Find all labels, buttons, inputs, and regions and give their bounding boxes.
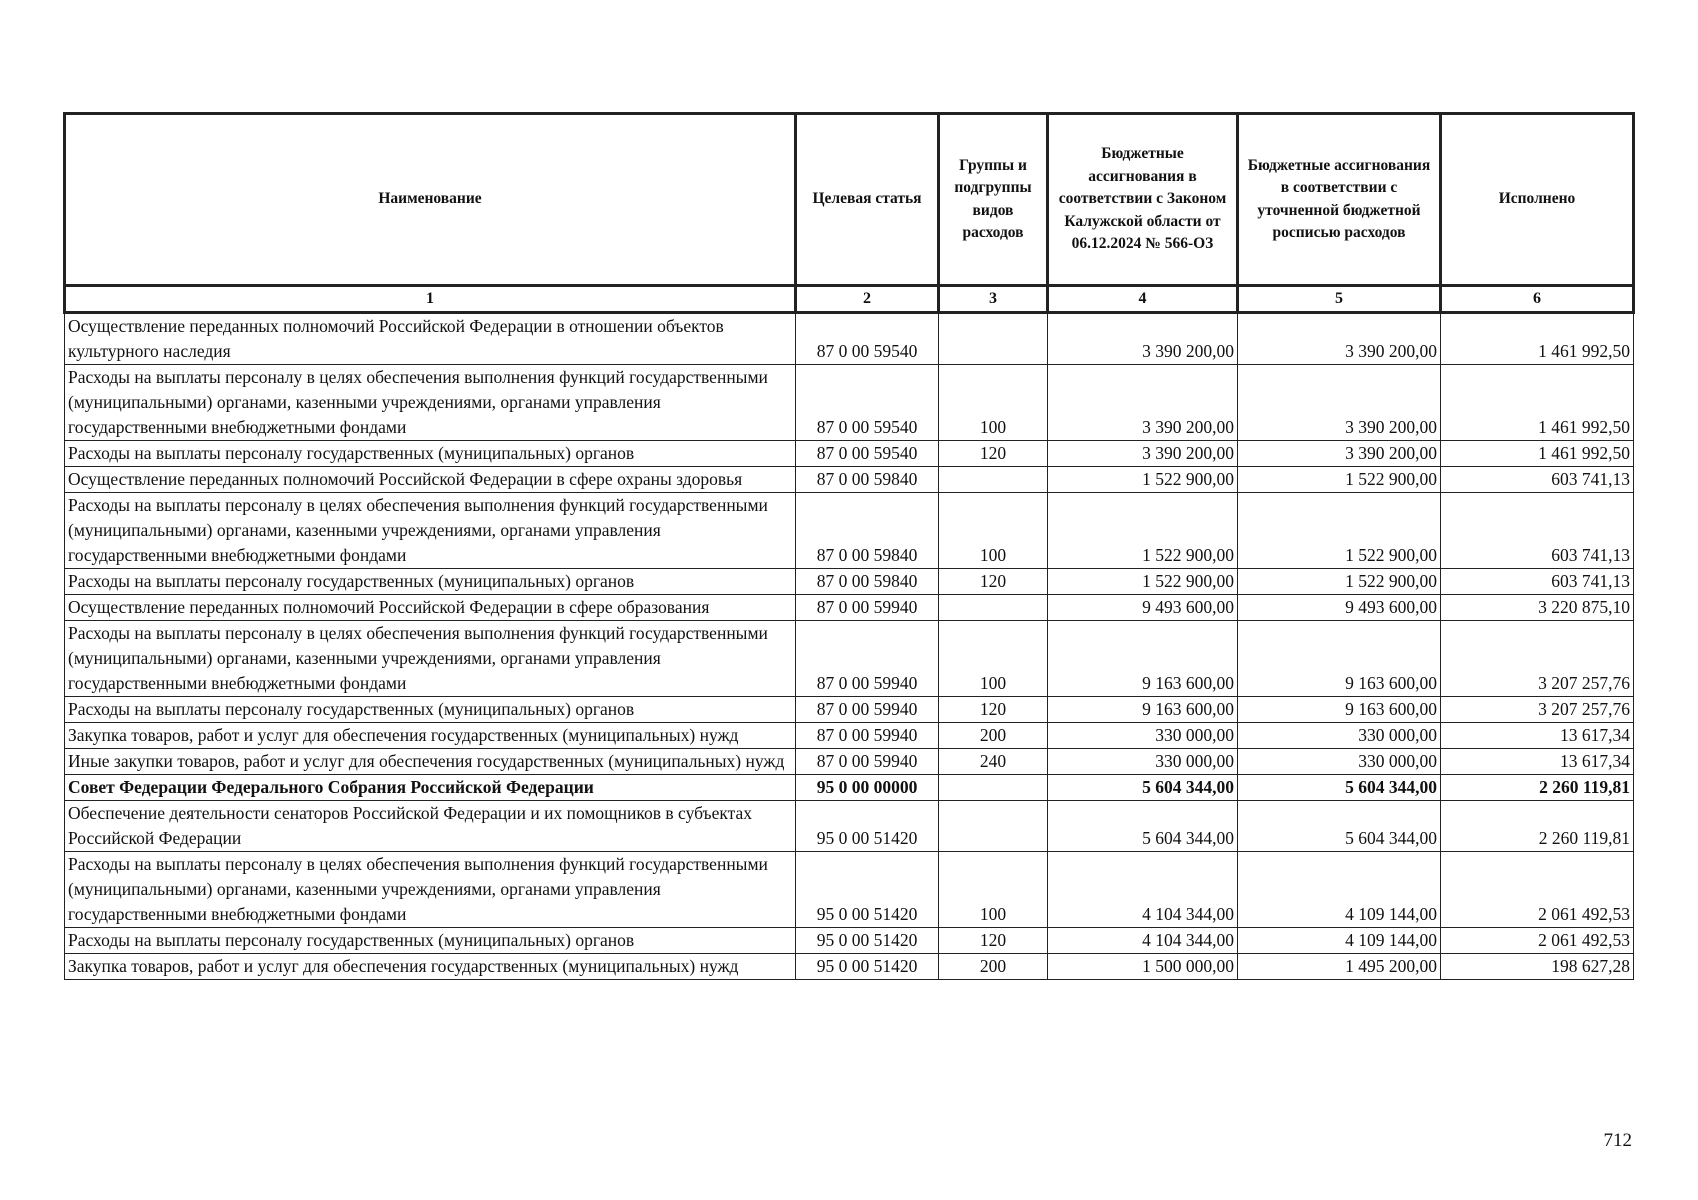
row-expense-group: 100 xyxy=(939,365,1048,441)
row-executed: 603 741,13 xyxy=(1441,493,1634,569)
table-row xyxy=(65,313,1634,365)
table-row xyxy=(65,467,1634,493)
row-law-allocation: 3 390 200,00 xyxy=(1048,441,1238,467)
row-executed: 1 461 992,50 xyxy=(1441,365,1634,441)
row-refined-allocation: 330 000,00 xyxy=(1238,723,1441,749)
table-row xyxy=(65,749,1634,775)
row-refined-allocation: 3 390 200,00 xyxy=(1238,365,1441,441)
table-row xyxy=(65,595,1634,621)
table-header-row xyxy=(65,114,1634,286)
row-expense-group: 120 xyxy=(939,697,1048,723)
row-law-allocation: 5 604 344,00 xyxy=(1048,775,1238,801)
row-refined-allocation: 4 109 144,00 xyxy=(1238,852,1441,928)
column-number: 4 xyxy=(1048,286,1238,313)
row-expense-group: 240 xyxy=(939,749,1048,775)
table-row xyxy=(65,569,1634,595)
row-target-article: 87 0 00 59940 xyxy=(796,697,939,723)
row-executed: 3 207 257,76 xyxy=(1441,697,1634,723)
row-target-article: 87 0 00 59840 xyxy=(796,569,939,595)
row-target-article: 87 0 00 59840 xyxy=(796,493,939,569)
row-target-article: 87 0 00 59940 xyxy=(796,749,939,775)
row-expense-group: 100 xyxy=(939,493,1048,569)
row-expense-group xyxy=(939,595,1048,621)
row-law-allocation: 9 163 600,00 xyxy=(1048,621,1238,697)
row-target-article: 87 0 00 59540 xyxy=(796,365,939,441)
header-name: Наименование xyxy=(65,114,796,286)
row-law-allocation: 4 104 344,00 xyxy=(1048,928,1238,954)
row-target-article: 87 0 00 59940 xyxy=(796,723,939,749)
table-row xyxy=(65,621,1634,697)
row-name: Закупка товаров, работ и услуг для обеспечения государственных (муниципальных) нужд xyxy=(65,954,796,980)
row-refined-allocation: 330 000,00 xyxy=(1238,749,1441,775)
row-law-allocation: 4 104 344,00 xyxy=(1048,852,1238,928)
table-row xyxy=(65,775,1634,801)
row-name: Расходы на выплаты персоналу государственных (муниципальных) органов xyxy=(65,569,796,595)
row-refined-allocation: 1 522 900,00 xyxy=(1238,467,1441,493)
row-law-allocation: 1 522 900,00 xyxy=(1048,467,1238,493)
header-law-allocations: Бюджетные ассигнования в соответствии с Законом Калужской области от 06.12.2024 № 566-ОЗ xyxy=(1048,114,1238,286)
row-name: Совет Федерации Федерального Собрания Российской Федерации xyxy=(65,775,796,801)
column-number: 3 xyxy=(939,286,1048,313)
row-refined-allocation: 1 522 900,00 xyxy=(1238,493,1441,569)
row-refined-allocation: 9 163 600,00 xyxy=(1238,621,1441,697)
row-refined-allocation: 4 109 144,00 xyxy=(1238,928,1441,954)
row-expense-group: 120 xyxy=(939,441,1048,467)
header-target-article: Целевая статья xyxy=(796,114,939,286)
column-number-row xyxy=(65,286,1634,313)
header-expense-groups: Группы и подгруппы видов расходов xyxy=(939,114,1048,286)
table-row xyxy=(65,928,1634,954)
row-name: Расходы на выплаты персоналу в целях обеспечения выполнения функций государственными (муниципальными) органами, казенными учреждениями, органами управления государственными внебюджетными фондами xyxy=(65,852,796,928)
row-expense-group: 200 xyxy=(939,723,1048,749)
row-name: Расходы на выплаты персоналу государственных (муниципальных) органов xyxy=(65,441,796,467)
row-executed: 2 260 119,81 xyxy=(1441,801,1634,852)
table-row xyxy=(65,723,1634,749)
row-target-article: 95 0 00 00000 xyxy=(796,775,939,801)
row-law-allocation: 1 522 900,00 xyxy=(1048,569,1238,595)
row-name: Расходы на выплаты персоналу в целях обеспечения выполнения функций государственными (муниципальными) органами, казенными учреждениями, органами управления государственными внебюджетными фондами xyxy=(65,493,796,569)
table-row xyxy=(65,697,1634,723)
row-refined-allocation: 9 163 600,00 xyxy=(1238,697,1441,723)
column-number: 1 xyxy=(65,286,796,313)
header-executed: Исполнено xyxy=(1441,114,1634,286)
row-expense-group xyxy=(939,801,1048,852)
row-executed: 2 061 492,53 xyxy=(1441,928,1634,954)
table-row xyxy=(65,365,1634,441)
row-name: Осуществление переданных полномочий Российской Федерации в сфере образования xyxy=(65,595,796,621)
row-executed: 603 741,13 xyxy=(1441,467,1634,493)
row-executed: 2 260 119,81 xyxy=(1441,775,1634,801)
row-name: Расходы на выплаты персоналу государственных (муниципальных) органов xyxy=(65,928,796,954)
row-executed: 1 461 992,50 xyxy=(1441,313,1634,365)
row-target-article: 95 0 00 51420 xyxy=(796,801,939,852)
row-name: Осуществление переданных полномочий Российской Федерации в отношении объектов культурного наследия xyxy=(65,313,796,365)
row-refined-allocation: 3 390 200,00 xyxy=(1238,313,1441,365)
row-name: Расходы на выплаты персоналу в целях обеспечения выполнения функций государственными (муниципальными) органами, казенными учреждениями, органами управления государственными внебюджетными фондами xyxy=(65,365,796,441)
table-row xyxy=(65,954,1634,980)
header-refined-allocations: Бюджетные ассигнования в соответствии с уточненной бюджетной росписью расходов xyxy=(1238,114,1441,286)
row-name: Расходы на выплаты персоналу в целях обеспечения выполнения функций государственными (муниципальными) органами, казенными учреждениями, органами управления государственными внебюджетными фондами xyxy=(65,621,796,697)
row-refined-allocation: 5 604 344,00 xyxy=(1238,775,1441,801)
row-law-allocation: 330 000,00 xyxy=(1048,749,1238,775)
row-refined-allocation: 1 522 900,00 xyxy=(1238,569,1441,595)
row-expense-group: 100 xyxy=(939,852,1048,928)
column-number: 6 xyxy=(1441,286,1634,313)
row-expense-group xyxy=(939,313,1048,365)
row-target-article: 95 0 00 51420 xyxy=(796,954,939,980)
row-expense-group: 120 xyxy=(939,569,1048,595)
budget-table xyxy=(63,112,1635,980)
table-row xyxy=(65,852,1634,928)
row-expense-group xyxy=(939,467,1048,493)
table-body xyxy=(65,313,1634,980)
row-name: Закупка товаров, работ и услуг для обеспечения государственных (муниципальных) нужд xyxy=(65,723,796,749)
table-row xyxy=(65,801,1634,852)
row-executed: 13 617,34 xyxy=(1441,723,1634,749)
table-row xyxy=(65,441,1634,467)
row-law-allocation: 3 390 200,00 xyxy=(1048,365,1238,441)
row-target-article: 87 0 00 59840 xyxy=(796,467,939,493)
column-number: 5 xyxy=(1238,286,1441,313)
row-law-allocation: 9 163 600,00 xyxy=(1048,697,1238,723)
row-law-allocation: 9 493 600,00 xyxy=(1048,595,1238,621)
row-executed: 198 627,28 xyxy=(1441,954,1634,980)
table-row xyxy=(65,493,1634,569)
row-executed: 3 207 257,76 xyxy=(1441,621,1634,697)
row-target-article: 87 0 00 59940 xyxy=(796,595,939,621)
row-target-article: 95 0 00 51420 xyxy=(796,928,939,954)
row-name: Обеспечение деятельности сенаторов Российской Федерации и их помощников в субъектах Российской Федерации xyxy=(65,801,796,852)
row-law-allocation: 3 390 200,00 xyxy=(1048,313,1238,365)
row-executed: 603 741,13 xyxy=(1441,569,1634,595)
row-target-article: 95 0 00 51420 xyxy=(796,852,939,928)
row-refined-allocation: 9 493 600,00 xyxy=(1238,595,1441,621)
row-law-allocation: 1 500 000,00 xyxy=(1048,954,1238,980)
row-expense-group: 200 xyxy=(939,954,1048,980)
column-number: 2 xyxy=(796,286,939,313)
row-law-allocation: 330 000,00 xyxy=(1048,723,1238,749)
row-executed: 1 461 992,50 xyxy=(1441,441,1634,467)
row-expense-group xyxy=(939,775,1048,801)
row-target-article: 87 0 00 59540 xyxy=(796,313,939,365)
row-refined-allocation: 3 390 200,00 xyxy=(1238,441,1441,467)
row-target-article: 87 0 00 59940 xyxy=(796,621,939,697)
row-executed: 13 617,34 xyxy=(1441,749,1634,775)
row-law-allocation: 1 522 900,00 xyxy=(1048,493,1238,569)
row-name: Осуществление переданных полномочий Российской Федерации в сфере охраны здоровья xyxy=(65,467,796,493)
row-refined-allocation: 1 495 200,00 xyxy=(1238,954,1441,980)
row-refined-allocation: 5 604 344,00 xyxy=(1238,801,1441,852)
row-executed: 3 220 875,10 xyxy=(1441,595,1634,621)
row-expense-group: 100 xyxy=(939,621,1048,697)
row-name: Иные закупки товаров, работ и услуг для обеспечения государственных (муниципальных) нужд xyxy=(65,749,796,775)
row-name: Расходы на выплаты персоналу государственных (муниципальных) органов xyxy=(65,697,796,723)
row-target-article: 87 0 00 59540 xyxy=(796,441,939,467)
row-expense-group: 120 xyxy=(939,928,1048,954)
row-executed: 2 061 492,53 xyxy=(1441,852,1634,928)
row-law-allocation: 5 604 344,00 xyxy=(1048,801,1238,852)
page-number: 712 xyxy=(1603,1130,1632,1151)
